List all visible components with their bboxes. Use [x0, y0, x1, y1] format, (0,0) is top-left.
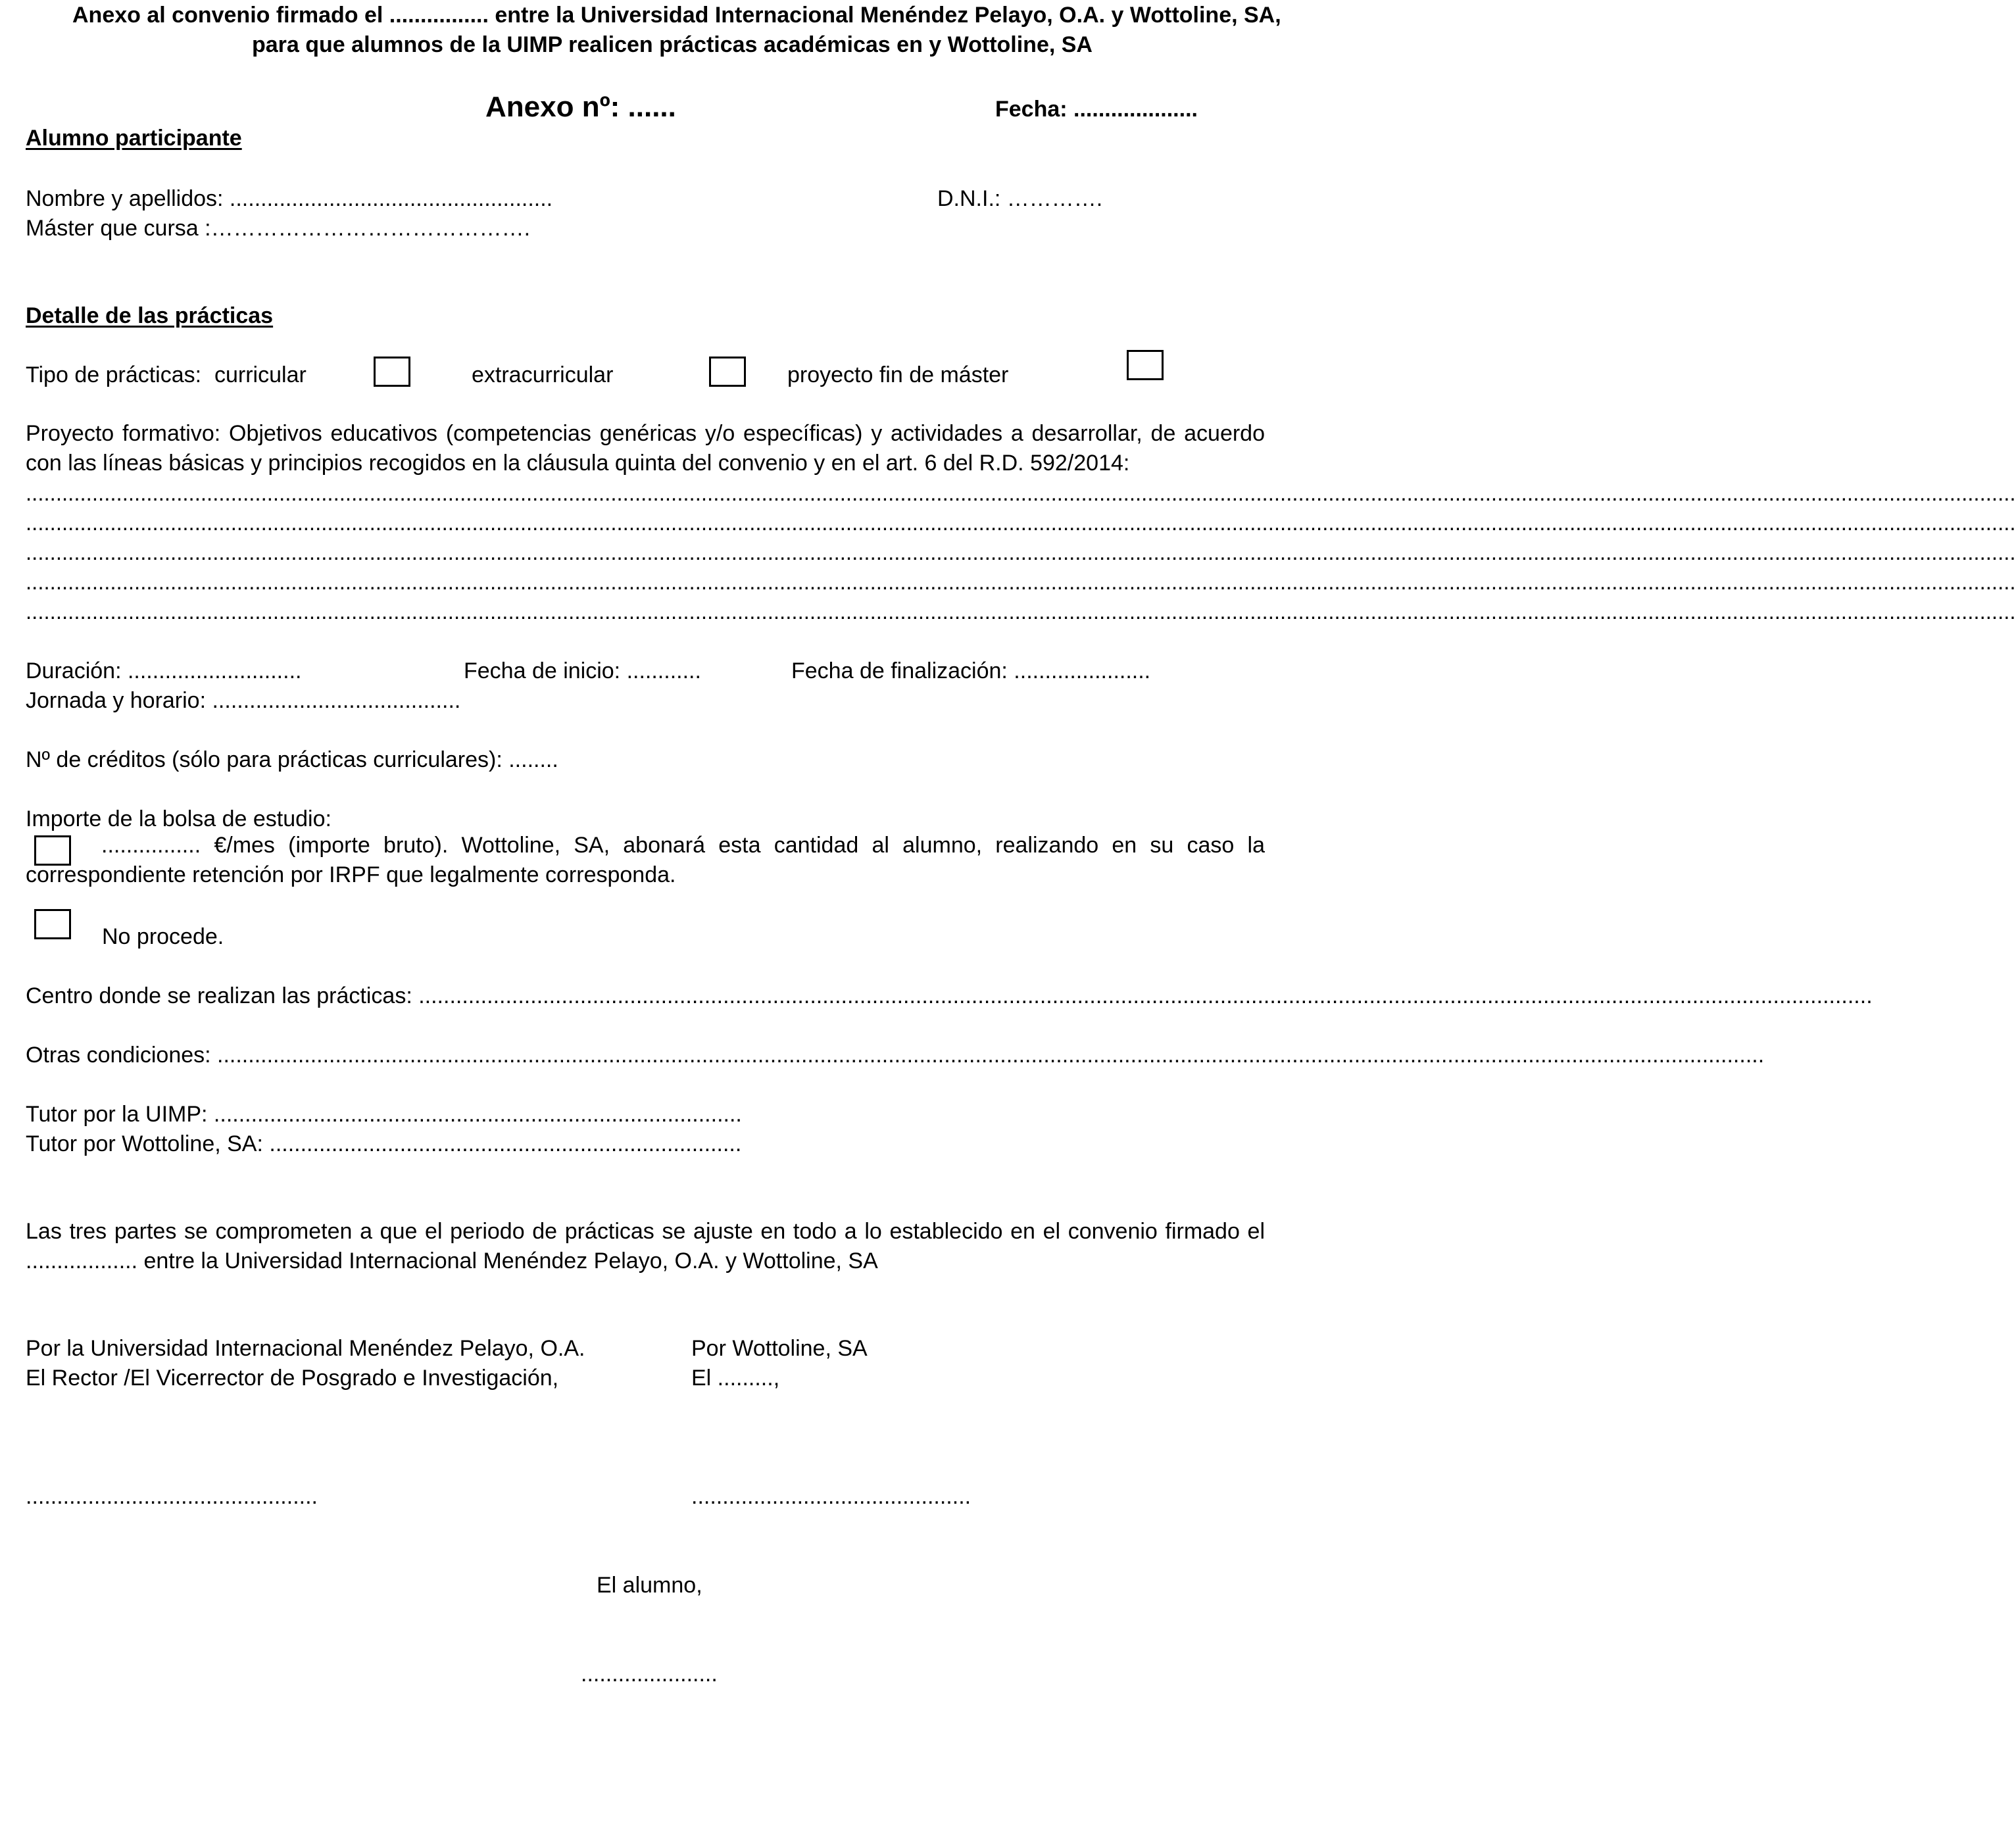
tutor-uimp-field: Tutor por la UIMP: .....................................................................................	[26, 1102, 742, 1127]
dotted-line: ..........................................................................................................................................................................................................................................................................................................................................	[26, 481, 2016, 505]
proyecto-formativo-text: Proyecto formativo: Objetivos educativos (competencias genéricas y/o específicas) y actividades a desarrollar, de acuerdo con las líneas básicas y principios recogidos en la cláusula quinta del convenio y en el art. 6 del R.D. 592/2014:	[26, 421, 1265, 476]
importe-label: Importe de la bolsa de estudio:	[26, 806, 332, 831]
fecha-fin-field: Fecha de finalización: ......................	[791, 658, 1151, 683]
fecha-field: Fecha: ....................	[995, 97, 1198, 122]
jornada-field: Jornada y horario: ........................................	[26, 688, 461, 713]
firma-uimp-line2: El Rector /El Vicerrector de Posgrado e Investigación,	[26, 1366, 559, 1391]
tutor-empresa-field: Tutor por Wottoline, SA: ............................................................................	[26, 1131, 742, 1156]
firma-empresa-line2: El .........,	[691, 1366, 780, 1391]
importe-text: ................ €/mes (importe bruto). Wottoline, SA, abonará esta cantidad al alumno, realizando en su caso la correspondiente retención por IRPF que legalmente corresponda.	[26, 833, 1265, 887]
header-line-1: Anexo al convenio firmado el ................ entre la Universidad Internacional Menéndez Pelayo, O.A. y Wottoline, SA,	[72, 3, 1281, 28]
anexo-number: Anexo nº: ......	[485, 91, 676, 123]
option-extracurricular-label: extracurricular	[472, 362, 614, 387]
nombre-field: Nombre y apellidos: ....................................................	[26, 186, 553, 211]
option-curricular-label: curricular	[214, 362, 307, 387]
dotted-line: ..........................................................................................................................................................................................................................................................................................................................................	[26, 510, 2016, 535]
extracurricular-checkbox[interactable]	[709, 357, 746, 387]
dotted-line: ..........................................................................................................................................................................................................................................................................................................................................	[26, 570, 2016, 594]
alumno-signature-line: ......................	[581, 1662, 718, 1687]
alumno-heading: Alumno participante	[26, 126, 242, 151]
firma-uimp-line1: Por la Universidad Internacional Menéndez Pelayo, O.A.	[26, 1336, 585, 1361]
no-procede-label: No procede.	[102, 924, 224, 949]
otras-condiciones-field: Otras condiciones: .........................................................................................................................................................................................................................................................	[26, 1043, 1765, 1068]
tipo-practicas-label: Tipo de prácticas:	[26, 362, 202, 387]
curricular-checkbox[interactable]	[374, 357, 410, 387]
master-field: Máster que cursa :…………………………………….	[26, 216, 531, 241]
option-proyecto-label: proyecto fin de máster	[787, 362, 1009, 387]
detalle-heading: Detalle de las prácticas	[26, 303, 274, 328]
centro-field: Centro donde se realizan las prácticas: ..........................................................................................................................................................................................................................................	[26, 983, 1873, 1008]
firma-empresa-signature-line: .............................................	[691, 1484, 971, 1509]
fecha-inicio-field: Fecha de inicio: ............	[464, 658, 701, 683]
alumno-signature-label: El alumno,	[597, 1573, 702, 1598]
header-line-2: para que alumnos de la UIMP realicen prácticas académicas en y Wottoline, SA	[252, 32, 1093, 57]
duracion-field: Duración: ............................	[26, 658, 302, 683]
dotted-line: ..........................................................................................................................................................................................................................................................................................................................................	[26, 599, 2016, 624]
no-procede-checkbox[interactable]	[34, 909, 71, 939]
firma-uimp-signature-line: ...............................................	[26, 1484, 318, 1509]
proyecto-fin-master-checkbox[interactable]	[1127, 350, 1164, 380]
dotted-line: ..........................................................................................................................................................................................................................................................................................................................................	[26, 540, 2016, 564]
creditos-field: Nº de créditos (sólo para prácticas curriculares): ........	[26, 747, 558, 772]
dni-field: D.N.I.: ………….	[937, 186, 1103, 211]
compromiso-text: Las tres partes se comprometen a que el periodo de prácticas se ajuste en todo a lo establecido en el convenio firmado el .................. entre la Universidad Internacional Menéndez Pelayo, O.A. y Wottoline, SA	[26, 1219, 1265, 1273]
firma-empresa-line1: Por Wottoline, SA	[691, 1336, 868, 1361]
